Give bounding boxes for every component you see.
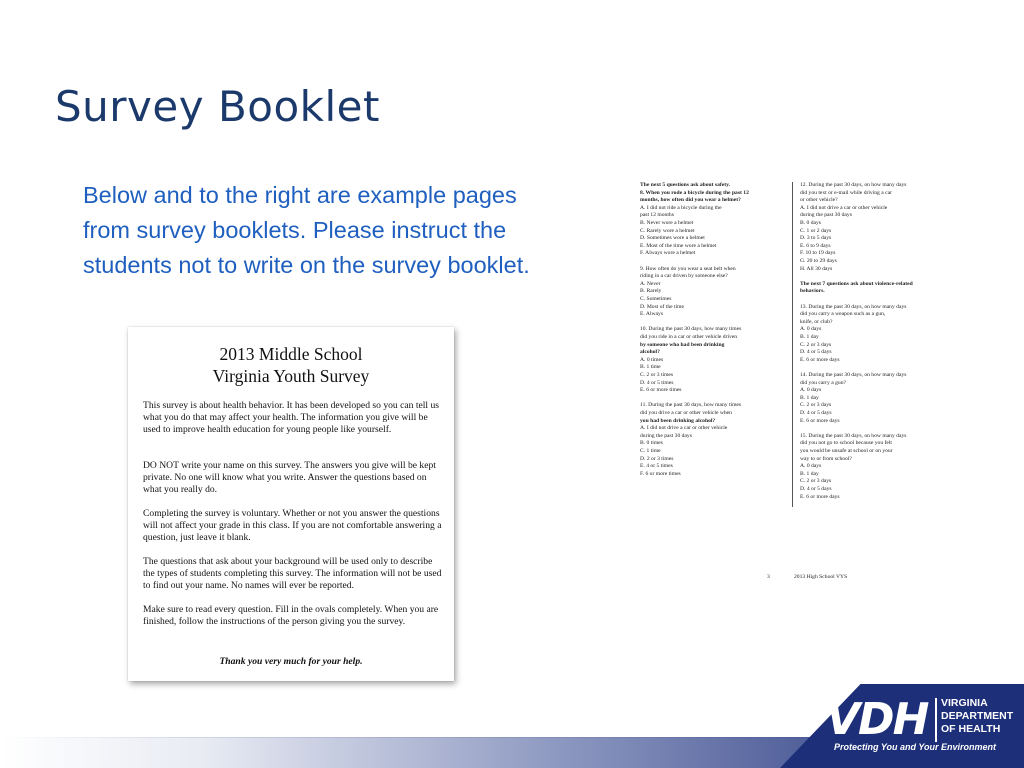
question-line: B. 1 day	[800, 334, 819, 340]
question-line: E. 6 or more times	[640, 387, 682, 394]
question-line: C. 2 or 3 days	[800, 341, 832, 348]
question-line: F. 10 to 19 days	[800, 250, 836, 257]
question-line: A. I did not drive a car or other vehicle	[800, 204, 888, 211]
question-line: did you ride in a car or other vehicle driven	[640, 334, 738, 340]
question-line: E. 6 or more days	[800, 417, 840, 424]
question-line: C. Sometimes	[640, 296, 672, 302]
question-line: A. 0 days	[800, 463, 822, 470]
logo-divider	[935, 698, 937, 742]
question-line: A. 0 days	[800, 387, 822, 394]
vdh-org-name	[941, 697, 1013, 736]
question-line: during the past 30 days	[640, 432, 692, 439]
question-line: A. 0 days	[800, 326, 822, 333]
question-line: B. 0 times	[640, 440, 663, 447]
question-line: D. Most of the time	[640, 303, 684, 310]
question-line: D. 4 or 5 times	[640, 379, 674, 386]
question-line: way to or from school?	[800, 455, 852, 462]
question-line: by someone who had been drinking	[640, 341, 725, 348]
question-line: did you carry a gun?	[800, 379, 846, 386]
question-line: 11. During the past 30 days, how many times	[640, 402, 742, 409]
question-line: A. Never	[640, 280, 661, 287]
cover-thanks: Thank you very much for your help.	[219, 656, 363, 667]
question-line: you had been drinking alcohol?	[640, 417, 716, 424]
question-line: C. Rarely wore a helmet	[640, 227, 695, 234]
question-line: The next 7 questions ask about violence-related	[800, 280, 913, 287]
question-line: C. 2 or 3 times	[640, 372, 674, 378]
question-line: B. 1 day	[800, 470, 819, 477]
cover-title-line1: 2013 Middle School	[219, 344, 363, 364]
vdh-logo-mark: VDH	[826, 694, 928, 745]
question-line: did you text or e-mail while driving a car	[800, 189, 892, 196]
question-line: D. 4 or 5 days	[800, 410, 832, 416]
org-line: DEPARTMENT	[941, 710, 1014, 722]
cover-paragraph: This survey is about health behavior. It has been developed so you can tell us what you do that may affect your health. The information you give will be used to improve health education for young people like yourself.	[143, 400, 440, 435]
cover-paragraph: The questions that ask about your background will be used only to describe the types of students completing this survey. The information will not be used to find out your name. No names will ever be reported.	[143, 556, 442, 591]
question-line: 14. During the past 30 days, on how many days	[800, 372, 907, 378]
question-line: 15. During the past 30 days, on how many days	[800, 432, 907, 439]
question-line: A. 0 times	[640, 356, 664, 363]
question-line: you would be unsafe at school or on your	[800, 448, 893, 454]
question-line: during the past 30 days	[800, 212, 852, 219]
survey-cover-page	[128, 327, 454, 681]
question-line: knife, or club?	[800, 318, 833, 325]
question-line: riding in a car driven by someone else?	[640, 273, 728, 280]
question-line: did you carry a weapon such as a gun,	[800, 311, 886, 318]
org-line: VIRGINIA	[941, 697, 988, 709]
slide-title: Survey Booklet	[55, 82, 380, 131]
question-line: B. 0 days	[800, 220, 821, 226]
question-line: E. 6 to 9 days	[800, 242, 831, 249]
question-line: past 12 months	[640, 212, 674, 219]
intro-text: Below and to the right are example pages from survey booklets. Please instruct the students not to write on the survey booklet.	[83, 182, 530, 278]
question-line: F. Always wore a helmet	[640, 250, 696, 257]
question-line: 8. When you rode a bicycle during the past 12	[640, 189, 749, 196]
page-footer: 2013 High School VYS	[794, 574, 848, 580]
question-line: C. 2 or 3 days	[800, 402, 832, 409]
question-line: H. All 30 days	[800, 265, 833, 272]
question-line: F. 6 or more times	[640, 470, 681, 477]
question-line: C. 1 time	[640, 448, 661, 454]
question-line: did you not go to school because you felt	[800, 440, 892, 447]
question-line: C. 2 or 3 days	[800, 478, 832, 485]
question-line: D. Sometimes wore a helmet	[640, 235, 705, 242]
question-line: did you drive a car or other vehicle when	[640, 410, 732, 416]
question-line: alcohol?	[640, 349, 660, 356]
question-line: or other vehicle?	[800, 197, 838, 204]
question-line: A. I did not ride a bicycle during the	[640, 204, 722, 211]
column-divider	[792, 182, 793, 507]
question-line: D. 2 or 3 times	[640, 455, 674, 462]
question-line: 13. During the past 30 days, on how many days	[800, 303, 907, 310]
question-line: 12. During the past 30 days, on how many days	[800, 182, 907, 188]
question-line: B. 1 day	[800, 394, 819, 401]
page-number: 3	[767, 574, 770, 580]
cover-paragraph: DO NOT write your name on this survey. The answers you give will be kept private. No one will know what you write. Answer the questions based on what you really do.	[143, 460, 436, 495]
question-line: E. 6 or more days	[800, 356, 840, 363]
question-line: E. Most of the time wore a helmet	[640, 242, 717, 249]
question-line: B. 1 time	[640, 364, 661, 371]
org-line: OF HEALTH	[941, 723, 1001, 735]
question-line: D. 3 to 5 days	[800, 235, 832, 242]
question-line: A. I did not drive a car or other vehicle	[640, 425, 728, 432]
question-line: E. 4 or 5 times	[640, 463, 673, 470]
question-line: B. Never wore a helmet	[640, 220, 694, 226]
question-line: 9. How often do you wear a seat belt when	[640, 265, 736, 272]
question-line: 10. During the past 30 days, how many times	[640, 326, 742, 333]
cover-title-line2: Virginia Youth Survey	[212, 366, 370, 386]
cover-paragraph: Make sure to read every question. Fill in the ovals completely. When you are finished, follow the instructions of the person giving you the survey.	[143, 604, 439, 627]
question-line: D. 4 or 5 days	[800, 349, 832, 356]
cover-paragraph: Completing the survey is voluntary. Whether or not you answer the questions will not affect your grade in this class. If you are not comfortable answering a question, just leave it blank.	[143, 508, 442, 543]
question-line: months, how often did you wear a helmet?	[640, 197, 741, 204]
question-line: E. Always	[640, 311, 663, 318]
question-line: G. 20 to 29 days	[800, 258, 837, 264]
question-line: B. Rarely	[640, 288, 662, 295]
question-line: behaviors.	[800, 288, 825, 295]
question-line: The next 5 questions ask about safety.	[640, 182, 730, 188]
question-line: D. 4 or 5 days	[800, 486, 832, 492]
question-line: E. 6 or more days	[800, 493, 840, 500]
question-line: C. 1 or 2 days	[800, 227, 832, 234]
vdh-tagline: Protecting You and Your Environment	[834, 742, 997, 752]
survey-questions-page	[640, 178, 960, 588]
